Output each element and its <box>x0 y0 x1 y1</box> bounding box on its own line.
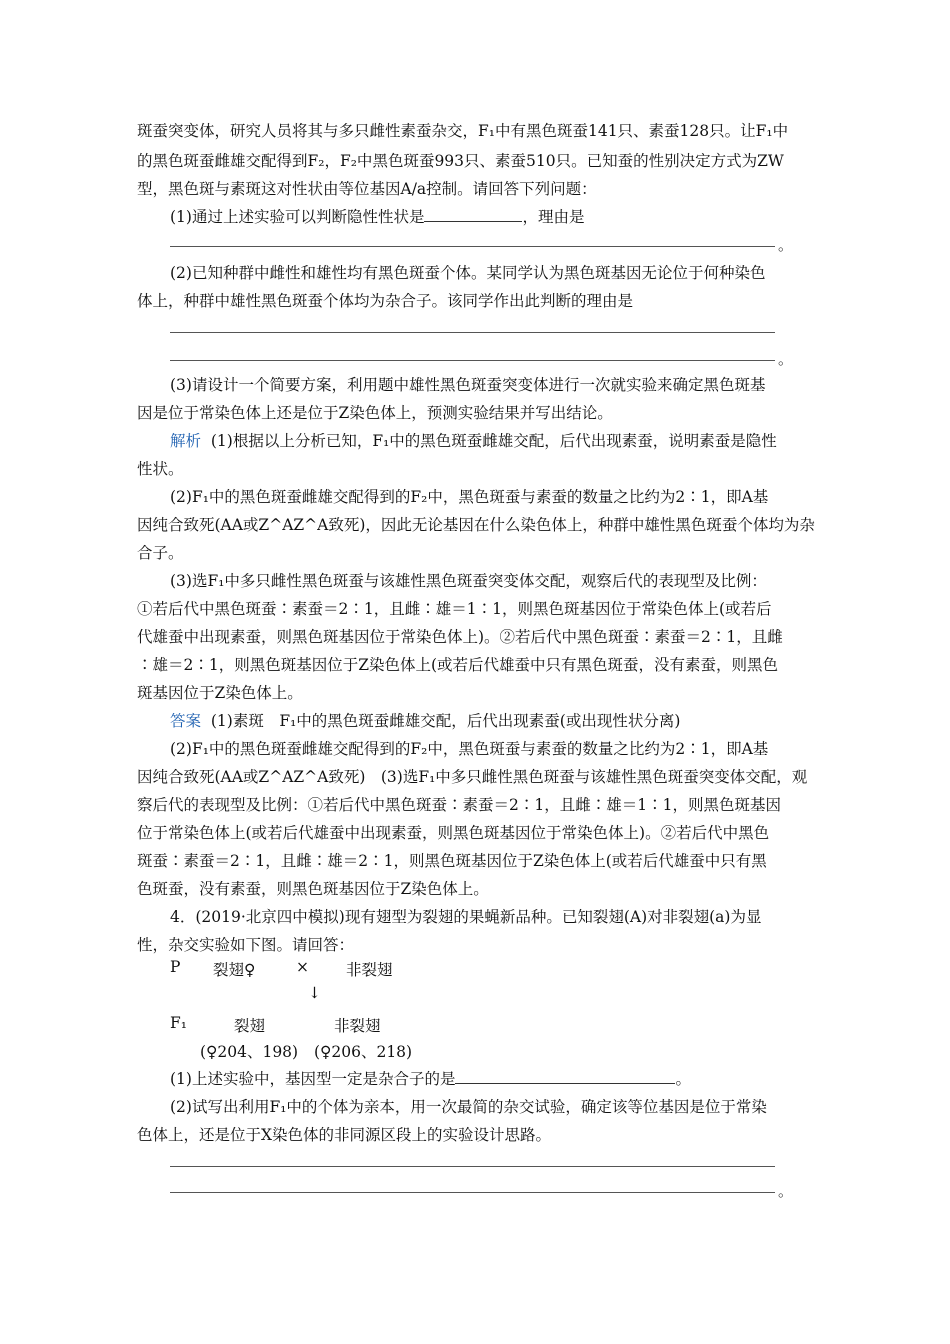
intro-line-3: 型，黑色斑与素斑这对性状由等位基因A/a控制。请回答下列问题： <box>137 180 597 198</box>
analysis-label: 解析 <box>170 432 202 450</box>
analysis-line-1b: 性状。 <box>137 460 184 478</box>
analysis-3-line-4: ∶雄＝2∶1，则黑色斑基因位于Z染色体上(或若后代雄蚕中只有黑色斑蚕，没有素蚕，则黑色 <box>137 656 779 674</box>
analysis-text-1: (1)根据以上分析已知，F₁中的黑色斑蚕雌雄交配，后代出现素蚕，说明素蚕是隐性 <box>210 432 777 450</box>
p-female: 裂翅♀ <box>213 961 256 979</box>
question-4-1-end: 。 <box>675 1070 691 1088</box>
answer-line[interactable] <box>170 1192 775 1193</box>
question-4-1 <box>170 1068 850 1090</box>
answer-blank[interactable] <box>424 207 522 222</box>
answer-label: 答案 <box>170 712 202 730</box>
end-mark: 。 <box>778 350 794 368</box>
answer-2-line-5: 斑蚕∶素蚕＝2∶1，且雌∶雄＝2∶1，则黑色斑基因位于Z染色体上(或若后代雄蚕中只有黑 <box>137 852 767 870</box>
answer-line[interactable] <box>170 332 775 333</box>
question-2-line-2: 体上，种群中雄性黑色斑蚕个体均为杂合子。该同学作出此判断的理由是 <box>137 292 634 310</box>
analysis-3-line-3: 代雄蚕中出现素蚕，则黑色斑基因位于常染色体上)。②若后代中黑色斑蚕∶素蚕＝2∶1，且雌 <box>137 628 783 646</box>
question-4-line-2: 性，杂交实验如下图。请回答： <box>137 936 355 954</box>
answer-2-line-4: 位于常染色体上(或若后代雄蚕中出现素蚕，则黑色斑基因位于常染色体上)。②若后代中黑色 <box>137 824 770 842</box>
analysis-2-line-1: (2)F₁中的黑色斑蚕雌雄交配得到的F₂中，黑色斑蚕与素蚕的数量之比约为2∶1，即A基 <box>170 488 769 506</box>
p-male: 非裂翅 <box>346 961 393 979</box>
answer-line-1 <box>170 710 850 732</box>
f1-non-winged: 非裂翅 <box>334 1017 381 1035</box>
answer-2-line-6: 色斑蚕，没有素蚕，则黑色斑基因位于Z染色体上。 <box>137 880 489 898</box>
p-label: P <box>170 958 181 976</box>
arrow-down-icon: ↓ <box>308 984 321 1002</box>
question-1-text: (1)通过上述实验可以判断隐性性状是 <box>170 208 425 226</box>
analysis-line-1 <box>170 430 850 452</box>
answer-2-line-1: (2)F₁中的黑色斑蚕雌雄交配得到的F₂中，黑色斑蚕与素蚕的数量之比约为2∶1，即A基 <box>170 740 769 758</box>
analysis-3-line-2: ①若后代中黑色斑蚕∶素蚕＝2∶1，且雌∶雄＝1∶1，则黑色斑基因位于常染色体上(或若后 <box>137 600 772 618</box>
answer-blank[interactable] <box>455 1069 675 1084</box>
answer-line[interactable] <box>170 360 775 361</box>
f1-winged: 裂翅 <box>234 1017 266 1035</box>
answer-line[interactable] <box>170 246 775 247</box>
question-4-2-line-1: (2)试写出利用F₁中的个体为亲本，用一次最简的杂交试验，确定该等位基因是位于常染 <box>170 1098 767 1116</box>
cross-symbol: × <box>296 958 309 976</box>
question-1 <box>170 206 850 228</box>
analysis-3-line-1: (3)选F₁中多只雌性黑色斑蚕与该雄性黑色斑蚕突变体交配，观察后代的表现型及比例： <box>170 572 767 590</box>
analysis-2-line-2: 因纯合致死(AA或Z^AZ^A致死)，因此无论基因在什么染色体上，种群中雄性黑色斑蚕个体均为杂 <box>137 516 815 534</box>
answer-2-line-3: 察后代的表现型及比例：①若后代中黑色斑蚕∶素蚕＝2∶1，且雌∶雄＝1∶1，则黑色斑基因 <box>137 796 781 814</box>
end-mark: 。 <box>778 1182 794 1200</box>
f1-non-winged-count: (♀206、218) <box>314 1043 413 1061</box>
analysis-2-line-3: 合子。 <box>137 544 184 562</box>
question-1-reason: ，理由是 <box>522 208 585 226</box>
question-2-line-1: (2)已知种群中雌性和雄性均有黑色斑蚕个体。某同学认为黑色斑基因无论位于何种染色 <box>170 264 766 282</box>
question-3-line-2: 因是位于常染色体上还是位于Z染色体上，预测实验结果并写出结论。 <box>137 404 613 422</box>
question-4-line-1: 4．(2019·北京四中模拟)现有翅型为裂翅的果蝇新品种。已知裂翅(A)对非裂翅(a)为显 <box>170 908 762 926</box>
answer-line[interactable] <box>170 1166 775 1167</box>
f1-winged-count: (♀204、198) <box>200 1043 299 1061</box>
analysis-3-line-5: 斑基因位于Z染色体上。 <box>137 684 303 702</box>
answer-text-1: (1)素斑 F₁中的黑色斑蚕雌雄交配，后代出现素蚕(或出现性状分离) <box>210 712 681 730</box>
question-4-1-text: (1)上述实验中，基因型一定是杂合子的是 <box>170 1070 456 1088</box>
question-3-line-1: (3)请设计一个简要方案，利用题中雄性黑色斑蚕突变体进行一次就实验来确定黑色斑基 <box>170 376 766 394</box>
intro-line-1: 斑蚕突变体，研究人员将其与多只雌性素蚕杂交，F₁中有黑色斑蚕141只、素蚕128只。让F₁中 <box>137 122 789 140</box>
intro-line-2: 的黑色斑蚕雌雄交配得到F₂，F₂中黑色斑蚕993只、素蚕510只。已知蚕的性别决定方式为ZW <box>137 152 784 170</box>
answer-2-line-2: 因纯合致死(AA或Z^AZ^A致死) (3)选F₁中多只雌性黑色斑蚕与该雄性黑色斑蚕突变体交配，观 <box>137 768 808 786</box>
end-mark: 。 <box>778 236 794 254</box>
question-4-2-line-2: 色体上，还是位于X染色体的非同源区段上的实验设计思路。 <box>137 1126 552 1144</box>
f1-label: F₁ <box>170 1014 187 1032</box>
